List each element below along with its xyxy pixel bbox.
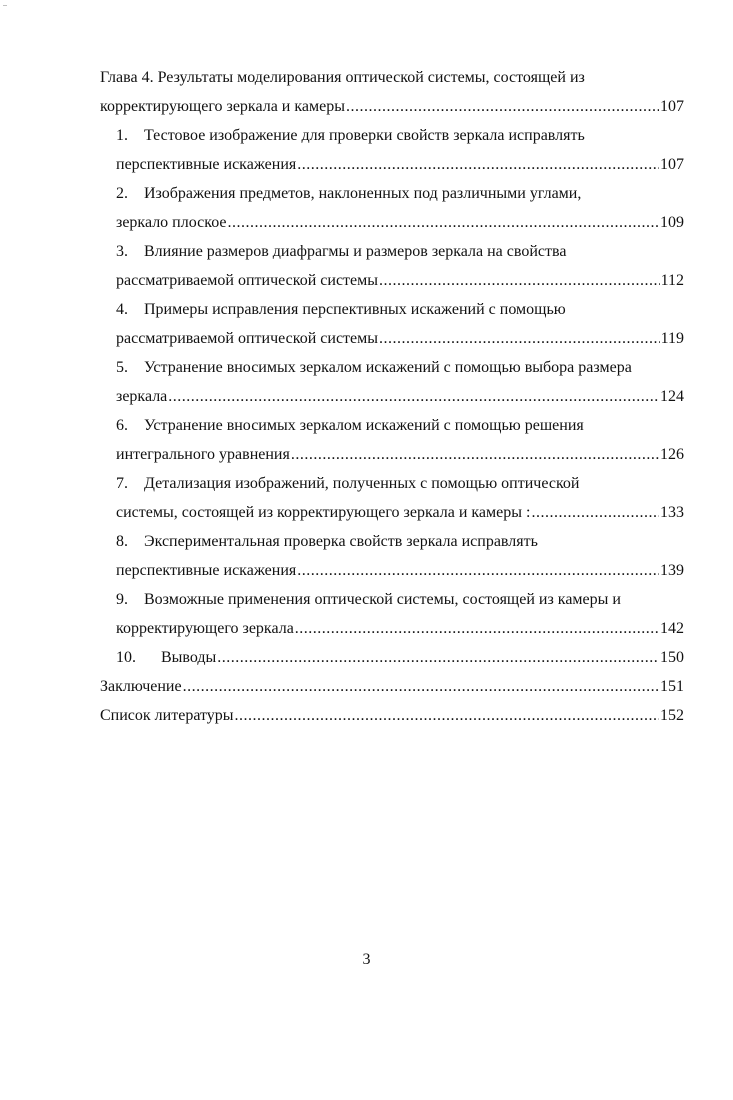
toc-page-number: 139 bbox=[660, 562, 684, 579]
toc-page-number: 151 bbox=[660, 678, 684, 695]
toc-item-number: 2. bbox=[116, 185, 128, 202]
toc-item-number: 5. bbox=[116, 359, 128, 376]
toc-page-number: 107 bbox=[660, 156, 684, 173]
toc-item-title-cont: интегрального уравнения bbox=[116, 446, 290, 463]
toc-item-8-entry bbox=[100, 556, 684, 585]
toc-item-number: 7. bbox=[116, 475, 128, 492]
toc-conclusion-title: Заключение bbox=[100, 678, 182, 695]
toc-item-1-line1 bbox=[100, 121, 684, 150]
toc-item-9-line1 bbox=[100, 585, 684, 614]
toc-page-number: 109 bbox=[660, 214, 684, 231]
toc-item-number: 4. bbox=[116, 301, 128, 318]
toc-page-number: 152 bbox=[660, 707, 684, 724]
toc-item-10-entry bbox=[100, 643, 684, 672]
toc-item-title-cont: рассматриваемой оптической системы bbox=[116, 272, 379, 289]
toc-item-2-entry bbox=[100, 208, 684, 237]
dot-leader bbox=[346, 92, 659, 121]
toc-item-title-cont: зеркала bbox=[116, 388, 168, 405]
toc-item-4-line1 bbox=[100, 295, 684, 324]
toc-item-number: 6. bbox=[116, 417, 128, 434]
table-of-contents bbox=[100, 63, 684, 730]
toc-item-8-line1 bbox=[100, 527, 684, 556]
toc-item-7-line1 bbox=[100, 469, 684, 498]
toc-conclusion-entry bbox=[100, 672, 684, 701]
toc-item-3-line1 bbox=[100, 237, 684, 266]
toc-item-number: 3. bbox=[116, 243, 128, 260]
toc-item-4-entry bbox=[100, 324, 684, 353]
toc-item-6-entry bbox=[100, 440, 684, 469]
dot-leader bbox=[297, 150, 659, 179]
toc-item-title-cont: рассматриваемой оптической системы bbox=[116, 330, 379, 347]
toc-chapter-line1: Глава 4. Результаты моделирования оптической системы, состоящей из bbox=[100, 69, 585, 86]
toc-item-number: 8. bbox=[116, 533, 128, 550]
toc-item-2-line1 bbox=[100, 179, 684, 208]
toc-bibliography-entry bbox=[100, 701, 684, 730]
toc-page-number: 133 bbox=[660, 504, 684, 521]
toc-item-title bbox=[116, 643, 216, 672]
toc-item-title: Устранение вносимых зеркалом искажений с помощью решения bbox=[144, 417, 584, 434]
toc-item-5-entry bbox=[100, 382, 684, 411]
dot-leader bbox=[168, 382, 659, 411]
toc-item-number: 1. bbox=[116, 127, 128, 144]
toc-item-title: Детализация изображений, полученных с помощью оптической bbox=[144, 475, 580, 492]
toc-item-9-entry bbox=[100, 614, 684, 643]
corner-mark: .. bbox=[3, 0, 7, 8]
toc-item-title: Примеры исправления перспективных искажений с помощью bbox=[144, 301, 566, 318]
dot-leader bbox=[379, 266, 660, 295]
toc-page-number: 124 bbox=[660, 388, 684, 405]
toc-item-title-cont: зеркало плоское bbox=[116, 214, 227, 231]
dot-leader bbox=[183, 672, 659, 701]
toc-item-title: Возможные применения оптической системы, состоящей из камеры и bbox=[144, 591, 621, 608]
toc-page-number: 150 bbox=[660, 649, 684, 666]
toc-conclusions-title: Выводы bbox=[161, 649, 217, 666]
toc-page-number: 107 bbox=[660, 98, 684, 115]
toc-bibliography-title: Список литературы bbox=[100, 707, 234, 724]
toc-item-1-entry bbox=[100, 150, 684, 179]
dot-leader bbox=[379, 324, 660, 353]
page-number: 3 bbox=[362, 951, 371, 968]
toc-item-title: Тестовое изображение для проверки свойств зеркала исправлять bbox=[144, 127, 585, 144]
dot-leader bbox=[217, 643, 659, 672]
toc-item-6-line1 bbox=[100, 411, 684, 440]
toc-item-5-line1 bbox=[100, 353, 684, 382]
toc-item-title: Изображения предметов, наклоненных под различными углами, bbox=[144, 185, 582, 202]
dot-leader bbox=[291, 440, 659, 469]
dot-leader bbox=[531, 498, 659, 527]
dot-leader bbox=[297, 556, 659, 585]
toc-item-title-cont: перспективные искажения bbox=[116, 562, 297, 579]
toc-item-title-cont: системы, состоящей из корректирующего зеркала и камеры : bbox=[116, 504, 531, 521]
toc-page-number: 126 bbox=[660, 446, 684, 463]
dot-leader bbox=[227, 208, 659, 237]
toc-page-number: 142 bbox=[660, 620, 684, 637]
toc-page-number: 119 bbox=[660, 330, 684, 347]
toc-item-3-entry bbox=[100, 266, 684, 295]
toc-item-7-entry bbox=[100, 498, 684, 527]
toc-item-title: Экспериментальная проверка свойств зеркала исправлять bbox=[144, 533, 538, 550]
toc-page-number: 112 bbox=[660, 272, 684, 289]
toc-chapter-line2: корректирующего зеркала и камеры bbox=[100, 98, 345, 115]
toc-chapter-entry bbox=[100, 92, 684, 121]
toc-item-number: 10. bbox=[116, 649, 136, 666]
toc-item-title-cont: перспективные искажения bbox=[116, 156, 297, 173]
toc-item-title: Устранение вносимых зеркалом искажений с помощью выбора размера bbox=[144, 359, 632, 376]
dot-leader bbox=[295, 614, 659, 643]
toc-item-title-cont: корректирующего зеркала bbox=[116, 620, 294, 637]
dot-leader bbox=[235, 701, 659, 730]
toc-item-number: 9. bbox=[116, 591, 128, 608]
toc-item-title: Влияние размеров диафрагмы и размеров зеркала на свойства bbox=[144, 243, 567, 260]
